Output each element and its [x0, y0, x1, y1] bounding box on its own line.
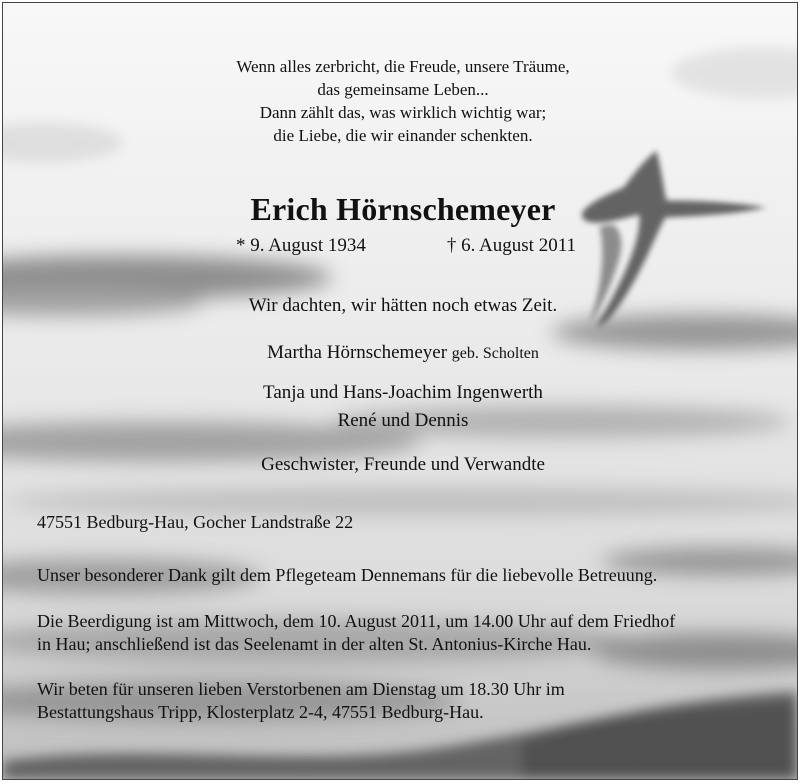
mourning-address: 47551 Bedburg-Hau, Gocher Landstraße 22: [37, 512, 354, 532]
funeral-line: Die Beerdigung ist am Mittwoch, dem 10. August 2011, um 14.00 Uhr auf dem Friedhof: [37, 611, 676, 631]
prayer-info: [37, 678, 777, 724]
poem-line: das gemeinsame Leben...: [317, 80, 489, 99]
grandchildren-names: René und Dennis: [337, 410, 469, 431]
deceased-name: Erich Hörnschemeyer: [250, 191, 556, 227]
spouse-name: Martha Hörnschemeyer: [267, 342, 448, 363]
poem-line: die Liebe, die wir einander schenkten.: [273, 126, 533, 145]
mourner-spouse: [3, 339, 798, 368]
obituary-notice: [2, 2, 798, 780]
notice-content: [3, 3, 797, 779]
thanks-note: Unser besonderer Dank gilt dem Pflegeteam Dennemans für die liebevolle Betreuung.: [37, 565, 658, 585]
death-date: † 6. August 2011: [446, 235, 576, 256]
poem-line: Dann zählt das, was wirklich wichtig war;: [259, 103, 547, 122]
memorial-poem: [3, 55, 798, 147]
quote-line: Wir dachten, wir hätten noch etwas Zeit.: [248, 295, 558, 316]
prayer-line: Wir beten für unseren lieben Verstorbenen am Dienstag um 18.30 Uhr im: [37, 679, 565, 699]
poem-line: Wenn alles zerbricht, die Freude, unsere Träume,: [236, 57, 570, 76]
maiden-name: geb. Scholten: [451, 345, 539, 362]
mourner-children: [3, 379, 798, 435]
funeral-line: in Hau; anschließend ist das Seelenamt in der alten St. Antonius-Kirche Hau.: [37, 634, 592, 654]
children-names: Tanja und Hans-Joachim Ingenwerth: [263, 382, 543, 403]
birth-date: * 9. August 1934: [236, 235, 366, 256]
life-dates: [236, 235, 576, 257]
funeral-info: [37, 610, 777, 656]
prayer-line: Bestattungshaus Tripp, Klosterplatz 2-4, 47551 Bedburg-Hau.: [37, 702, 484, 722]
mourner-relatives: Geschwister, Freunde und Verwandte: [261, 454, 545, 475]
